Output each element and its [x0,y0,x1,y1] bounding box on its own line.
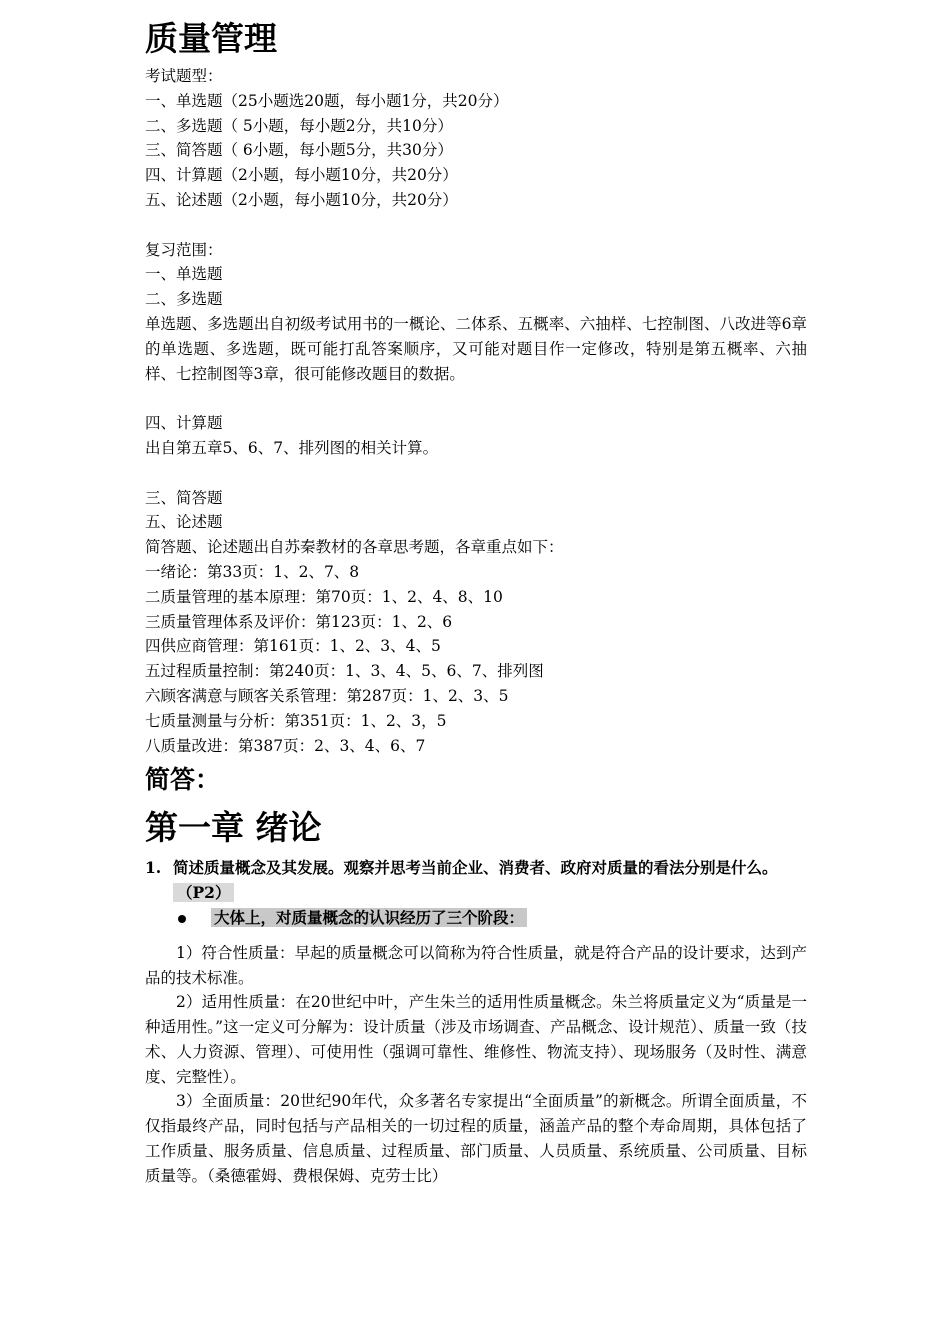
bullet-text: 大体上，对质量概念的认识经历了三个阶段： [211,908,527,927]
chapter-key-points: 六顾客满意与顾客关系管理：第287页：1、2、3、5 [145,686,509,705]
exam-type-item: 二、多选题（ 5小题，每小题2分，共10分） [145,116,453,135]
chapter-key-points: 三质量管理体系及评价：第123页：1、2、6 [145,612,453,631]
question-text: 简述质量概念及其发展。观察并思考当前企业、消费者、政府对质量的看法分别是什么。 [173,858,778,878]
choice-description: 单选题、多选题出自初级考试用书的一概论、二体系、五概率、六抽样、七控制图、八改进等6章的单选题、多选题，既可能打乱答案顺序，又可能对题目作一定修改，特别是第五概率、六抽样、七控制图等3章，很可能修改题目的数据。 [145,314,807,383]
answer-paragraph: 1）符合性质量：早起的质量概念可以简称为符合性质量，就是符合产品的设计要求，达到产品的技术标准。 [145,943,807,987]
spacer [145,213,807,238]
answer-paragraph: 3）全面质量：20世纪90年代，众多著名专家提出“全面质量”的新概念。所谓全面质量，不仅指最终产品，同时包括与产品相关的一切过程的质量，涵盖产品的整个寿命周期，具体包括了工作质量、服务质量、信息质量、过程质量、部门质量、人员质量、系统质量、公司质量、目标质量等。（桑德霍姆、费根保姆、克劳士比） [145,1092,807,1185]
essay-description: 简答题、论述题出自苏秦教材的各章思考题，各章重点如下： [145,538,564,557]
calc-description: 出自第五章5、6、7、排列图的相关计算。 [145,438,439,457]
chapter-key-points: 七质量测量与分析：第351页：1、2、3，5 [145,711,447,730]
answer-paragraph: 2）适用性质量：在20世纪中叶，产生朱兰的适用性质量概念。朱兰将质量定义为“质量是一种适用性。”这一定义可分解为：设计质量（涉及市场调查、产品概念、设计规范）、质量一致（技术、人力资源、管理）、可使用性（强调可靠性、维修性、物流支持）、现场服务（及时性、满意度、完整性）。 [145,993,807,1086]
exam-type-item: 三、简答题（ 6小题，每小题5分，共30分） [145,141,453,160]
spacer [145,461,807,486]
review-section-label: 四、计算题 [145,414,223,433]
bullet-dot-icon [178,915,186,923]
chapter-heading: 第一章 绪论 [145,808,322,848]
review-heading: 复习范围： [145,240,223,259]
chapter-key-points: 八质量改进：第387页：2、3、4、6、7 [145,736,426,755]
chapter-key-points: 五过程质量控制：第240页：1、3、4、5、6、7、排列图 [145,662,544,681]
document-body [145,14,807,1189]
review-section-label: 三、简答题 [145,488,223,507]
chapter-key-points: 一绪论：第33页：1、2、7、8 [145,562,360,581]
document-title: 质量管理 [145,19,277,58]
exam-type-item: 五、论述题（2小题，每小题10分，共20分） [145,190,458,209]
bullet-item [145,906,807,931]
review-section-label: 二、多选题 [145,290,223,309]
page-reference: （P2） [173,883,234,902]
exam-types-heading: 考试题型： [145,67,223,85]
chapter-key-points: 四供应商管理：第161页：1、2、3、4、5 [145,637,441,656]
review-section-label: 一、单选题 [145,265,223,284]
exam-type-item: 四、计算题（2小题，每小题10分，共20分） [145,166,458,185]
review-section-label: 五、论述题 [145,513,223,532]
question-number: 1. [145,858,162,878]
question-item [145,856,807,906]
short-answer-heading: 简答： [145,765,221,795]
chapter-key-points: 二质量管理的基本原理：第70页：1、2、4、8、10 [145,587,503,606]
spacer [145,386,807,411]
exam-type-item: 一、单选题（25小题选20题，每小题1分，共20分） [145,91,509,110]
